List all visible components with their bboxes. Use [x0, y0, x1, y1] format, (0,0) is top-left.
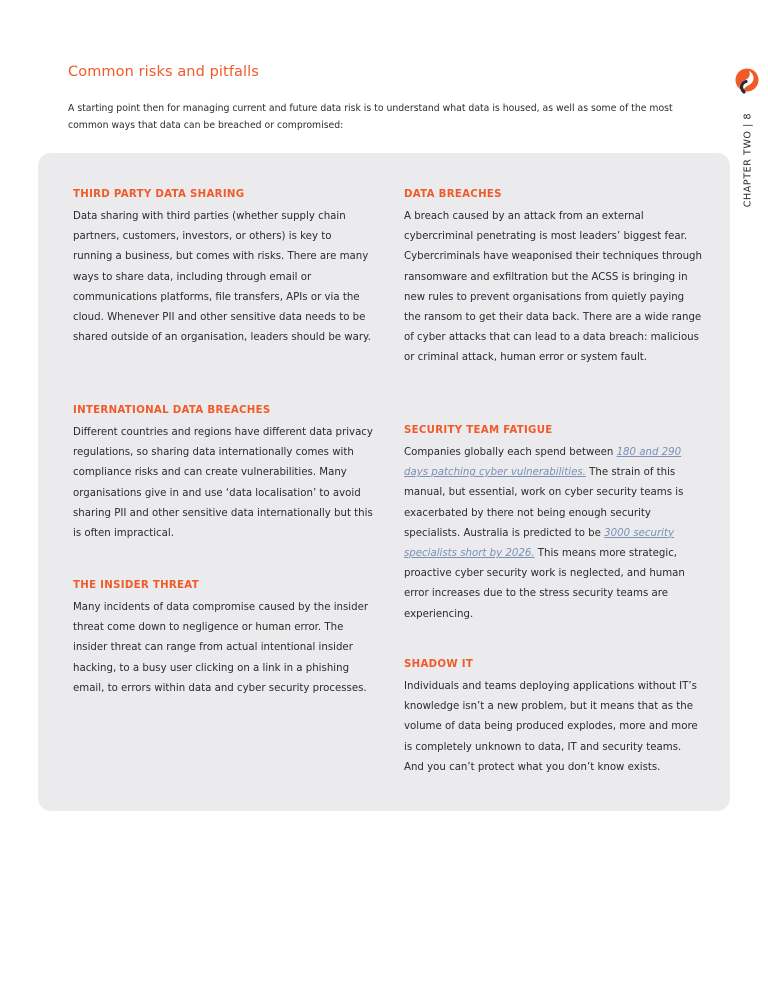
section-shadow-it: [404, 658, 704, 778]
section-body: [404, 443, 704, 625]
section-body: Individuals and teams deploying applications without IT’s knowledge isn’t a new problem, but it means that as the volume of data being produced explodes, more and more is completely unknown to data, IT and security teams. And you can’t protect what you don’t know exists.: [404, 681, 698, 773]
section-heading: DATA BREACHES: [404, 189, 502, 200]
section-insider-threat: [73, 579, 373, 699]
section-body: Many incidents of data compromise caused by the insider threat come down to negligence or human error. The insider threat can range from actual intentional insider hacking, to a busy user clicking on a link in a phishing email, to errors within data and cyber security processes.: [73, 602, 369, 694]
section-international-data-breaches: [73, 404, 373, 544]
section-body: A breach caused by an attack from an external cybercriminal penetrating is most leaders’ biggest fear. Cybercriminals have weaponised their techniques through ransomware and exfiltration but the ACSS is bringing in new rules to prevent organisations from quietly paying the ransom to get their data back. There are a wide range of cyber attacks that can lead to a data breach: malicious or criminal attack, human error or system fault.: [404, 211, 702, 364]
chapter-label: CHAPTER TWO | 8: [742, 112, 754, 208]
body-text: This means more strategic, proactive cyber security work is neglected, and human error increases due to the stress security teams are experiencing.: [404, 548, 685, 620]
section-heading: SHADOW IT: [404, 659, 474, 670]
page-title: Common risks and pitfalls: [68, 64, 259, 80]
section-heading: SECURITY TEAM FATIGUE: [404, 425, 553, 436]
section-data-breaches: [404, 188, 704, 369]
brand-logo-icon: [734, 67, 760, 95]
section-heading: THIRD PARTY DATA SHARING: [73, 189, 245, 200]
section-security-team-fatigue: [404, 424, 704, 625]
body-text: Companies globally each spend between: [404, 447, 617, 458]
section-heading: THE INSIDER THREAT: [73, 580, 199, 591]
specialists-short-link[interactable]: 3000 security specialists short by 2026.: [404, 527, 674, 560]
section-heading: INTERNATIONAL DATA BREACHES: [73, 405, 271, 416]
patching-days-link[interactable]: 180 and 290 days patching cyber vulnerabilities.: [404, 447, 682, 479]
section-body: Different countries and regions have different data privacy regulations, so sharing data internationally comes with compliance risks and can create vulnerabilities. Many organisations give in and use ‘data localisation’ to avoid sharing PII and other sensitive data internationally but this is often impractical.: [73, 427, 373, 540]
intro-paragraph: A starting point then for managing current and future data risk is to understand what data is housed, as well as some of the most common ways that data can be breached or compromised:: [68, 103, 673, 131]
section-third-party-data-sharing: [73, 188, 373, 348]
body-text: The strain of this manual, but essential, work on cyber security teams is exacerbated by there not being enough security specialists. Australia is predicted to be: [404, 467, 684, 539]
section-body: Data sharing with third parties (whether supply chain partners, customers, investors, or others) is key to running a business, but comes with risks. There are many ways to share data, including through email or communications platforms, file transfers, APIs or via the cloud. Whenever PII and other sensitive data needs to be shared outside of an organisation, leaders should be wary.: [73, 211, 371, 344]
